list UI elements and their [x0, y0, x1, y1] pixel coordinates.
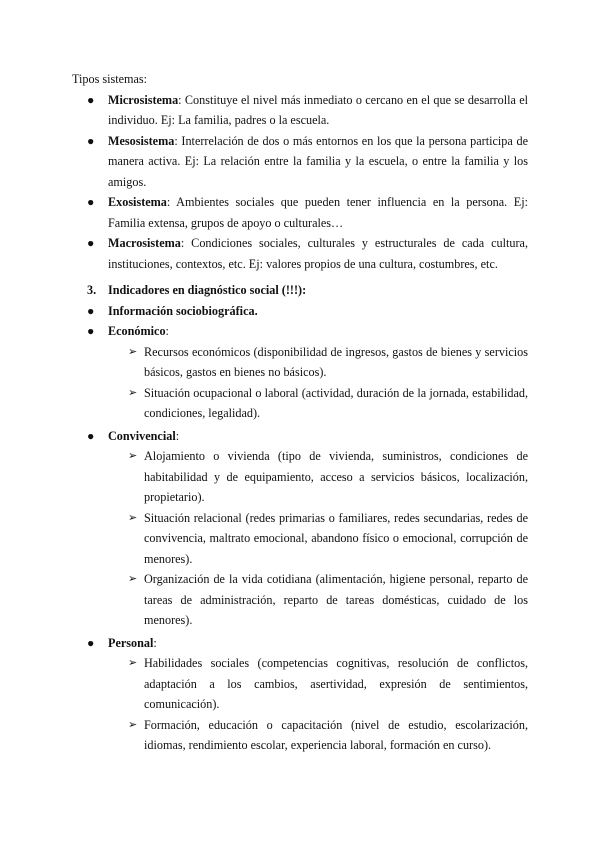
convivencial-subitem-3 [72, 569, 528, 631]
subitem-text: Alojamiento o vivienda (tipo de vivienda, suministros, condiciones de habitabilidad y de equipamiento, acceso a servicios básicos, localización, propietario). [144, 449, 528, 504]
section-heading [72, 280, 528, 301]
arrow-icon: ➢ [128, 345, 138, 358]
subitem-text: Organización de la vida cotidiana (alimentación, higiene personal, reparto de tareas de administración, reparto de tareas domésticas, cuidado de los menores). [144, 572, 528, 627]
system-term: Microsistema [108, 92, 179, 107]
personal-subitem-2 [72, 715, 528, 756]
system-item-macro [72, 233, 528, 274]
document-content [72, 69, 528, 756]
intro-line: Tipos sistemas: [72, 72, 148, 86]
bullet-icon: ● [87, 324, 95, 338]
bullet-icon: ● [87, 635, 95, 650]
system-item-exo [72, 192, 528, 233]
section-number: 3. [87, 283, 97, 297]
arrow-icon: ➢ [128, 657, 138, 669]
arrow-icon: ➢ [128, 511, 138, 524]
personal-subitem-1 [72, 653, 528, 715]
bullet-label: Convivencial [108, 428, 176, 443]
system-text: : Ambientes sociales que pueden tener influencia en la persona. Ej: Familia extensa, grupos de apoyo o culturales… [108, 195, 528, 230]
convivencial-subitem-1 [72, 446, 528, 508]
subitem-text: Formación, educación o capacitación (nivel de estudio, escolarización, idiomas, rendimiento escolar, experiencia laboral, formación en curso). [144, 717, 528, 752]
arrow-icon: ➢ [128, 386, 138, 399]
bullet-icon: ● [87, 236, 95, 250]
subitem-text: Recursos económicos (disponibilidad de ingresos, gastos de bienes y servicios básicos, gastos en bienes no básicos). [144, 344, 528, 379]
system-item-micro [72, 90, 528, 131]
colon: : [175, 428, 180, 443]
bullet-label: Económico [108, 324, 166, 338]
system-text: : Interrelación de dos o más entornos en los que la persona participa de manera activa. Ej: La relación entre la familia y la escuela, o entre la familia y los amigos. [108, 133, 528, 189]
bullet-icon: ● [87, 428, 95, 443]
section-title: Indicadores en diagnóstico social (!!!): [108, 283, 307, 297]
subitem-text: Habilidades sociales (competencias cognitivas, resolución de conflictos, adaptación a los cambios, asertividad, expresión de sentimientos, comunicación). [144, 656, 528, 711]
bullet-icon: ● [87, 195, 95, 209]
economico-subitem-2 [72, 383, 528, 424]
bullet-label: Información sociobiográfica. [108, 303, 258, 318]
arrow-icon: ➢ [128, 718, 138, 731]
system-term: Mesosistema [108, 133, 175, 148]
colon: : [153, 635, 157, 650]
system-term: Exosistema [108, 195, 167, 209]
system-term: Macrosistema [108, 236, 181, 250]
system-text: : Condiciones sociales, culturales y estructurales de cada cultura, instituciones, contextos, etc. Ej: valores propios de una cultura, costumbres, etc. [108, 236, 528, 271]
bullet-economico [72, 321, 528, 342]
bullet-icon: ● [87, 303, 95, 318]
system-text: : Constituye el nivel más inmediato o cercano en el que se desarrolla el individuo. Ej: La familia, padres o la escuela. [108, 92, 528, 127]
economico-subitem-1 [72, 342, 528, 383]
bullet-convivencial [72, 426, 528, 447]
bullet-icon: ● [87, 92, 95, 107]
subitem-text: Situación ocupacional o laboral (actividad, duración de la jornada, estabilidad, condiciones, legalidad). [144, 385, 528, 420]
arrow-icon: ➢ [128, 450, 138, 462]
convivencial-subitem-2 [72, 508, 528, 570]
bullet-personal [72, 633, 528, 654]
colon: : [165, 324, 169, 338]
bullet-label: Personal [108, 635, 154, 650]
bullet-icon: ● [87, 133, 95, 148]
system-item-meso [72, 131, 528, 193]
subitem-text: Situación relacional (redes primarias o familiares, redes secundarias, redes de convivencia, maltrato emocional, abandono físico o emocional, corrupción de menores). [144, 510, 528, 566]
bullet-sociobiografica [72, 301, 528, 322]
arrow-icon: ➢ [128, 573, 138, 585]
